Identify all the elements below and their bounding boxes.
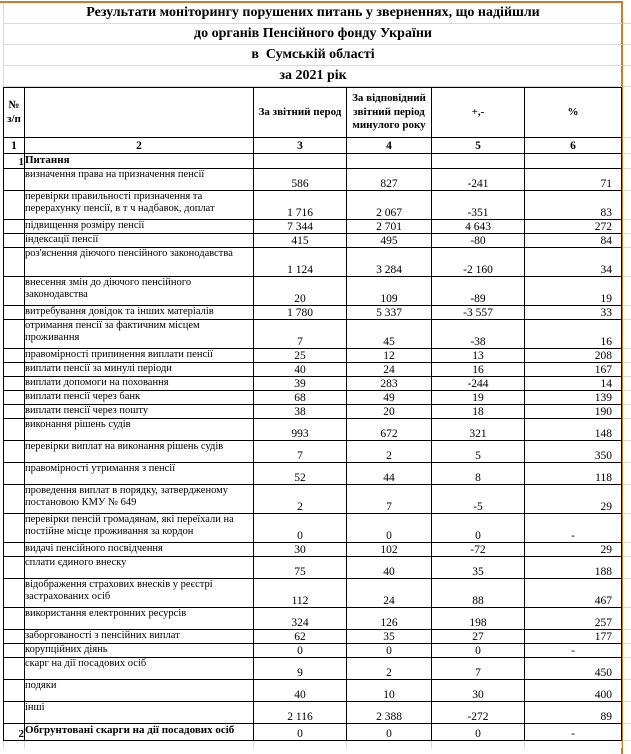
value-delta-cell[interactable]: -89 (432, 277, 525, 306)
value-previous-cell[interactable]: 672 (347, 419, 432, 441)
value-percent-cell[interactable]: 83 (525, 191, 622, 220)
row-number-cell[interactable] (4, 248, 25, 277)
question-cell[interactable]: скарг на дії посадових осіб (25, 658, 254, 680)
value-percent-cell[interactable]: 71 (525, 169, 622, 191)
question-cell[interactable]: правомірності утримання з пенсії (25, 463, 254, 485)
table-row (4, 320, 622, 349)
value-delta-cell[interactable]: 0 (432, 644, 525, 658)
value-previous-cell[interactable]: 49 (347, 391, 432, 405)
column-number-cell[interactable]: 2 (25, 138, 254, 154)
table-row (4, 248, 622, 277)
gridline-stub (623, 513, 631, 514)
gridline-stub (623, 701, 631, 702)
table-row (4, 220, 622, 234)
value-reporting-cell[interactable]: 993 (254, 419, 347, 441)
gridline-stub (623, 607, 631, 608)
value-previous-cell[interactable]: 7 (347, 485, 432, 514)
table-row (4, 463, 622, 485)
value-previous-cell[interactable]: 2 388 (347, 702, 432, 724)
gridline-stub (623, 168, 631, 169)
row-number-cell[interactable] (4, 680, 25, 702)
gridline-stub (623, 376, 631, 377)
value-percent-cell[interactable]: 257 (525, 608, 622, 630)
value-previous-cell[interactable]: 2 (347, 441, 432, 463)
value-reporting-cell[interactable]: 7 (254, 320, 347, 349)
gridline-stub (623, 462, 631, 463)
value-delta-cell[interactable]: -3 557 (432, 306, 525, 320)
value-percent-cell[interactable]: 139 (525, 391, 622, 405)
value-percent-cell[interactable]: 148 (525, 419, 622, 441)
col-header-reporting-period[interactable]: За звітний перод (254, 88, 347, 138)
question-cell[interactable]: індексації пенсії (25, 234, 254, 248)
value-percent-cell[interactable]: 34 (525, 248, 622, 277)
value-percent-cell[interactable]: 29 (525, 543, 622, 557)
gridline-stub (346, 741, 347, 748)
value-reporting-cell[interactable]: 39 (254, 377, 347, 391)
value-delta-cell[interactable]: 7 (432, 658, 525, 680)
value-reporting-cell[interactable]: 68 (254, 391, 347, 405)
value-previous-cell[interactable] (347, 154, 432, 169)
gridline-stub (623, 23, 631, 24)
question-cell[interactable]: заборгованості з пенсійних виплат (25, 630, 254, 644)
value-percent-cell[interactable]: - (525, 644, 622, 658)
row-number-cell[interactable] (4, 377, 25, 391)
row-number-cell[interactable] (4, 277, 25, 306)
value-reporting-cell[interactable]: 52 (254, 463, 347, 485)
value-percent-cell[interactable]: 33 (525, 306, 622, 320)
value-percent-cell[interactable]: - (525, 514, 622, 543)
value-reporting-cell[interactable]: 2 116 (254, 702, 347, 724)
row-number-cell[interactable] (4, 630, 25, 644)
value-previous-cell[interactable]: 10 (347, 680, 432, 702)
value-delta-cell[interactable]: -38 (432, 320, 525, 349)
gridline-stub (623, 362, 631, 363)
value-delta-cell[interactable]: 16 (432, 363, 525, 377)
question-cell[interactable]: виплати пенсії через пошту (25, 405, 254, 419)
col-header-previous-period[interactable]: За відповідний звітний період минулого року (347, 88, 432, 138)
value-delta-cell[interactable]: 35 (432, 557, 525, 579)
value-previous-cell[interactable]: 35 (347, 630, 432, 644)
report-title-block (3, 3, 622, 87)
row-number-cell[interactable] (4, 363, 25, 377)
gridline-stub (623, 657, 631, 658)
table-row (4, 608, 622, 630)
value-reporting-cell[interactable]: 324 (254, 608, 347, 630)
gridline-stub (524, 741, 525, 748)
value-previous-cell[interactable]: 12 (347, 349, 432, 363)
value-percent-cell[interactable]: 188 (525, 557, 622, 579)
report-title-line3[interactable]: в Сумській області (4, 45, 622, 66)
value-delta-cell[interactable]: -2 160 (432, 248, 525, 277)
value-percent-cell[interactable]: 467 (525, 579, 622, 608)
question-cell[interactable]: виплати пенсії за минулі періоди (25, 363, 254, 377)
col-header-percent[interactable]: % (525, 88, 622, 138)
column-number-cell[interactable]: 1 (4, 138, 25, 154)
value-percent-cell[interactable]: 450 (525, 658, 622, 680)
gridline-stub (623, 86, 631, 87)
section-number-cell[interactable]: 2 (4, 724, 25, 741)
value-reporting-cell[interactable]: 1 780 (254, 306, 347, 320)
question-cell[interactable]: перевірки правильності призначення та перерахунку пенсії, в т ч надбавок, доплат (25, 191, 254, 220)
value-delta-cell[interactable]: 8 (432, 463, 525, 485)
question-cell[interactable]: виплати пенсії через банк (25, 391, 254, 405)
value-reporting-cell[interactable]: 20 (254, 277, 347, 306)
table-row (4, 702, 622, 724)
value-previous-cell[interactable]: 0 (347, 644, 432, 658)
value-delta-cell[interactable]: 27 (432, 630, 525, 644)
value-percent-cell[interactable]: 190 (525, 405, 622, 419)
question-cell[interactable]: витребування довідок та інших матеріалів (25, 306, 254, 320)
value-previous-cell[interactable]: 0 (347, 514, 432, 543)
row-number-cell[interactable] (4, 220, 25, 234)
value-reporting-cell[interactable]: 0 (254, 514, 347, 543)
value-previous-cell[interactable]: 827 (347, 169, 432, 191)
value-reporting-cell[interactable]: 40 (254, 363, 347, 377)
table-row (4, 630, 622, 644)
section-number-cell[interactable]: 1 (4, 154, 25, 169)
value-previous-cell[interactable]: 24 (347, 579, 432, 608)
section-row (4, 724, 622, 741)
row-number-cell[interactable] (4, 306, 25, 320)
question-cell[interactable]: визначення права на призначення пенсії (25, 169, 254, 191)
column-number-cell[interactable]: 5 (432, 138, 525, 154)
question-cell[interactable]: подяки (25, 680, 254, 702)
value-previous-cell[interactable]: 20 (347, 405, 432, 419)
table-header-row (4, 88, 622, 138)
column-number-cell[interactable]: 3 (254, 138, 347, 154)
value-delta-cell[interactable]: -272 (432, 702, 525, 724)
question-cell[interactable]: перевірки виплат на виконання рішень судів (25, 441, 254, 463)
value-delta-cell[interactable]: -351 (432, 191, 525, 220)
gridline-stub (623, 247, 631, 248)
value-delta-cell[interactable]: 321 (432, 419, 525, 441)
gridline-stub (623, 137, 631, 138)
value-reporting-cell[interactable]: 1 716 (254, 191, 347, 220)
value-percent-cell[interactable]: 16 (525, 320, 622, 349)
value-previous-cell[interactable]: 45 (347, 320, 432, 349)
table-row (4, 169, 622, 191)
gridline-stub (623, 643, 631, 644)
value-reporting-cell[interactable]: 62 (254, 630, 347, 644)
question-cell[interactable]: корупційних діянь (25, 644, 254, 658)
value-delta-cell[interactable]: -5 (432, 485, 525, 514)
value-delta-cell[interactable]: 198 (432, 608, 525, 630)
value-delta-cell[interactable]: -80 (432, 234, 525, 248)
gridline-stub (431, 741, 432, 748)
question-cell[interactable]: видачі пенсійного посвідчення (25, 543, 254, 557)
table-row (4, 191, 622, 220)
table-row (4, 557, 622, 579)
value-delta-cell[interactable]: 0 (432, 724, 525, 741)
gridline-stub (623, 190, 631, 191)
value-reporting-cell[interactable]: 40 (254, 680, 347, 702)
value-reporting-cell[interactable]: 9 (254, 658, 347, 680)
value-previous-cell[interactable]: 126 (347, 608, 432, 630)
gridline-stub (623, 740, 631, 741)
col-header-delta[interactable]: +,- (432, 88, 525, 138)
gridline-stub (253, 741, 254, 748)
gridline-stub (621, 741, 622, 748)
value-percent-cell[interactable]: 89 (525, 702, 622, 724)
column-number-cell[interactable]: 4 (347, 138, 432, 154)
table-row (4, 377, 622, 391)
value-reporting-cell[interactable]: 30 (254, 543, 347, 557)
question-cell[interactable]: відображення страхових внесків у реєстрі застрахованих осіб (25, 579, 254, 608)
value-reporting-cell[interactable]: 112 (254, 579, 347, 608)
value-percent-cell[interactable] (525, 154, 622, 169)
gridline-stub (3, 741, 4, 748)
gridline-stub (623, 390, 631, 391)
row-number-cell[interactable] (4, 543, 25, 557)
gridline-stub (623, 65, 631, 66)
gridline-stub (623, 233, 631, 234)
value-percent-cell[interactable]: 19 (525, 277, 622, 306)
value-previous-cell[interactable]: 109 (347, 277, 432, 306)
value-delta-cell[interactable]: -244 (432, 377, 525, 391)
row-number-cell[interactable] (4, 644, 25, 658)
section-row (4, 154, 622, 169)
value-reporting-cell[interactable] (254, 154, 347, 169)
table-row (4, 579, 622, 608)
value-delta-cell[interactable]: 13 (432, 349, 525, 363)
value-previous-cell[interactable]: 40 (347, 557, 432, 579)
row-number-cell[interactable] (4, 234, 25, 248)
question-cell[interactable]: виплати допомоги на поховання (25, 377, 254, 391)
value-previous-cell[interactable]: 5 337 (347, 306, 432, 320)
value-percent-cell[interactable]: 29 (525, 485, 622, 514)
gridline-stub (623, 629, 631, 630)
value-reporting-cell[interactable]: 1 124 (254, 248, 347, 277)
value-reporting-cell[interactable]: 38 (254, 405, 347, 419)
row-number-cell[interactable] (4, 169, 25, 191)
row-number-cell[interactable] (4, 463, 25, 485)
gridline-stub (623, 219, 631, 220)
row-number-cell[interactable] (4, 608, 25, 630)
table-row (4, 363, 622, 377)
question-cell[interactable]: підвищення розміру пенсії (25, 220, 254, 234)
report-table (3, 87, 622, 741)
value-delta-cell[interactable]: 4 643 (432, 220, 525, 234)
gridline-stub (623, 578, 631, 579)
gridline-stub (623, 542, 631, 543)
section-title-cell[interactable]: Питання (25, 154, 254, 169)
row-number-cell[interactable] (4, 485, 25, 514)
col-header-question[interactable] (25, 88, 254, 138)
table-row (4, 658, 622, 680)
value-percent-cell[interactable]: 400 (525, 680, 622, 702)
gridline-stub (623, 305, 631, 306)
gridline-stub (623, 276, 631, 277)
value-delta-cell[interactable] (432, 154, 525, 169)
table-row (4, 306, 622, 320)
gridline-stub (623, 723, 631, 724)
row-number-cell[interactable] (4, 658, 25, 680)
question-cell[interactable]: правомірності припинення виплати пенсії (25, 349, 254, 363)
value-previous-cell[interactable]: 44 (347, 463, 432, 485)
value-previous-cell[interactable]: 2 701 (347, 220, 432, 234)
table-row (4, 277, 622, 306)
col-header-num[interactable]: № з/п (4, 88, 25, 138)
table-row (4, 419, 622, 441)
question-cell[interactable]: отримання пенсії за фактичним місцем проживання (25, 320, 254, 349)
table-row (4, 485, 622, 514)
value-previous-cell[interactable]: 495 (347, 234, 432, 248)
value-previous-cell[interactable]: 2 067 (347, 191, 432, 220)
table-row (4, 441, 622, 463)
table-row (4, 514, 622, 543)
value-previous-cell[interactable]: 24 (347, 363, 432, 377)
question-cell[interactable]: виконання рішень судів (25, 419, 254, 441)
table-row (4, 680, 622, 702)
column-number-cell[interactable]: 6 (525, 138, 622, 154)
value-percent-cell[interactable]: 177 (525, 630, 622, 644)
value-reporting-cell[interactable]: 2 (254, 485, 347, 514)
question-cell[interactable]: сплати єдиного внеску (25, 557, 254, 579)
row-number-cell[interactable] (4, 419, 25, 441)
section-title-cell[interactable]: Обгрунтовані скарги на дії посадових осіб (25, 724, 254, 741)
table-row (4, 405, 622, 419)
value-reporting-cell[interactable]: 0 (254, 724, 347, 741)
table-row (4, 391, 622, 405)
row-number-cell[interactable] (4, 514, 25, 543)
value-percent-cell[interactable]: 84 (525, 234, 622, 248)
row-number-cell[interactable] (4, 579, 25, 608)
value-delta-cell[interactable]: 18 (432, 405, 525, 419)
value-delta-cell[interactable]: 30 (432, 680, 525, 702)
report-title-line4[interactable]: за 2021 рік (4, 66, 622, 87)
gridline-stub (623, 440, 631, 441)
gridline-stub (623, 404, 631, 405)
table-row (4, 644, 622, 658)
value-percent-cell[interactable]: 208 (525, 349, 622, 363)
row-number-cell[interactable] (4, 391, 25, 405)
value-previous-cell[interactable]: 0 (347, 724, 432, 741)
value-percent-cell[interactable]: - (525, 724, 622, 741)
value-percent-cell[interactable]: 118 (525, 463, 622, 485)
question-cell[interactable]: інші (25, 702, 254, 724)
value-previous-cell[interactable]: 2 (347, 658, 432, 680)
table-body (4, 154, 622, 741)
value-delta-cell[interactable]: 5 (432, 441, 525, 463)
row-number-cell[interactable] (4, 557, 25, 579)
gridline-stub (623, 418, 631, 419)
value-reporting-cell[interactable]: 7 344 (254, 220, 347, 234)
gridline-stub (623, 319, 631, 320)
value-percent-cell[interactable]: 167 (525, 363, 622, 377)
gridline-stub (623, 153, 631, 154)
table-row (4, 543, 622, 557)
column-number-row (4, 138, 622, 154)
value-reporting-cell[interactable]: 7 (254, 441, 347, 463)
value-reporting-cell[interactable]: 586 (254, 169, 347, 191)
row-number-cell[interactable] (4, 702, 25, 724)
value-delta-cell[interactable]: 19 (432, 391, 525, 405)
row-number-cell[interactable] (4, 441, 25, 463)
gridline-stub (623, 484, 631, 485)
row-number-cell[interactable] (4, 320, 25, 349)
value-reporting-cell[interactable]: 0 (254, 644, 347, 658)
table-row (4, 234, 622, 248)
value-delta-cell[interactable]: -241 (432, 169, 525, 191)
table-row (4, 349, 622, 363)
value-percent-cell[interactable]: 272 (525, 220, 622, 234)
report-title-line2[interactable]: до органів Пенсійного фонду України (4, 24, 622, 45)
gridline-stub (623, 679, 631, 680)
value-previous-cell[interactable]: 102 (347, 543, 432, 557)
gridline-stub (24, 741, 25, 748)
question-cell[interactable]: роз'яснення діючого пенсійного законодавства (25, 248, 254, 277)
value-reporting-cell[interactable]: 75 (254, 557, 347, 579)
report-title-line1[interactable]: Результати моніторингу порушених питань у зверненнях, що надійшли (4, 3, 622, 24)
value-reporting-cell[interactable]: 25 (254, 349, 347, 363)
value-reporting-cell[interactable]: 415 (254, 234, 347, 248)
row-number-cell[interactable] (4, 349, 25, 363)
value-delta-cell[interactable]: -72 (432, 543, 525, 557)
value-delta-cell[interactable]: 88 (432, 579, 525, 608)
value-previous-cell[interactable]: 3 284 (347, 248, 432, 277)
gridline-stub (623, 44, 631, 45)
value-previous-cell[interactable]: 283 (347, 377, 432, 391)
gridline-stub (623, 556, 631, 557)
row-number-cell[interactable] (4, 405, 25, 419)
question-cell[interactable]: використання електронних ресурсів (25, 608, 254, 630)
question-cell[interactable]: внесення змін до діючого пенсійного законодавства (25, 277, 254, 306)
value-percent-cell[interactable]: 350 (525, 441, 622, 463)
value-percent-cell[interactable]: 14 (525, 377, 622, 391)
gridline-stub (623, 348, 631, 349)
value-delta-cell[interactable]: 0 (432, 514, 525, 543)
question-cell[interactable]: проведення виплат в порядку, затвердженому постановою КМУ № 649 (25, 485, 254, 514)
row-number-cell[interactable] (4, 191, 25, 220)
question-cell[interactable]: перевірки пенсій громадянам, які переїхали на постійне місце проживання за кордон (25, 514, 254, 543)
